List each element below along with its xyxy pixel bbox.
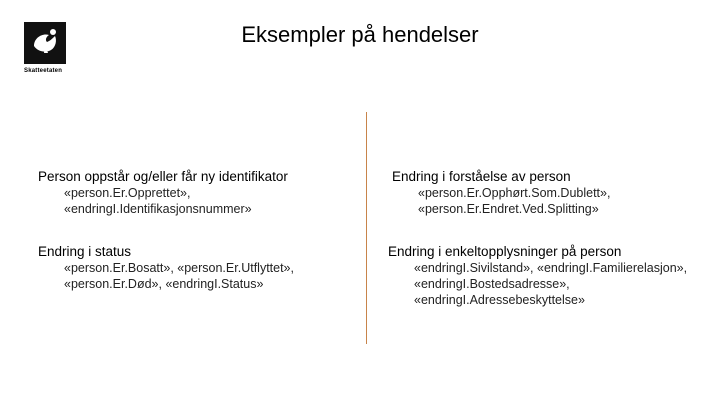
right-item-2: [388, 243, 687, 308]
right-item-2-line-1: «endringI.Sivilstand», «endringI.Familierelasjon»,: [414, 261, 688, 275]
left-item-1: [38, 168, 288, 217]
logo-text: Skatteetaten: [24, 68, 63, 74]
right-item-1-heading: Endring i forståelse av person: [392, 169, 571, 184]
right-item-2-line-3: «endringI.Adressebeskyttelse»: [414, 293, 585, 307]
column-divider: [366, 112, 367, 344]
left-item-1-line-1: «person.Er.Opprettet»,: [64, 186, 191, 200]
right-item-2-line-2: «endringI.Bostedsadresse»,: [414, 277, 570, 291]
right-item-1: [392, 168, 610, 217]
left-item-1-line-2: «endringI.Identifikasjonsnummer»: [64, 202, 252, 216]
left-item-2-heading: Endring i status: [38, 244, 132, 259]
left-item-2: [38, 243, 294, 292]
left-item-2-line-1: «person.Er.Bosatt», «person.Er.Utflyttet»,: [64, 261, 294, 275]
right-item-1-line-1: «person.Er.Opphørt.Som.Dublett»,: [418, 186, 611, 200]
left-item-1-heading: Person oppstår og/eller får ny identifikator: [38, 169, 288, 184]
left-item-2-line-2: «person.Er.Død», «endringI.Status»: [64, 277, 264, 291]
right-item-1-line-2: «person.Er.Endret.Ved.Splitting»: [418, 202, 599, 216]
page-title: Eksempler på hendelser: [241, 22, 479, 47]
right-item-2-heading: Endring i enkeltopplysninger på person: [388, 244, 622, 259]
